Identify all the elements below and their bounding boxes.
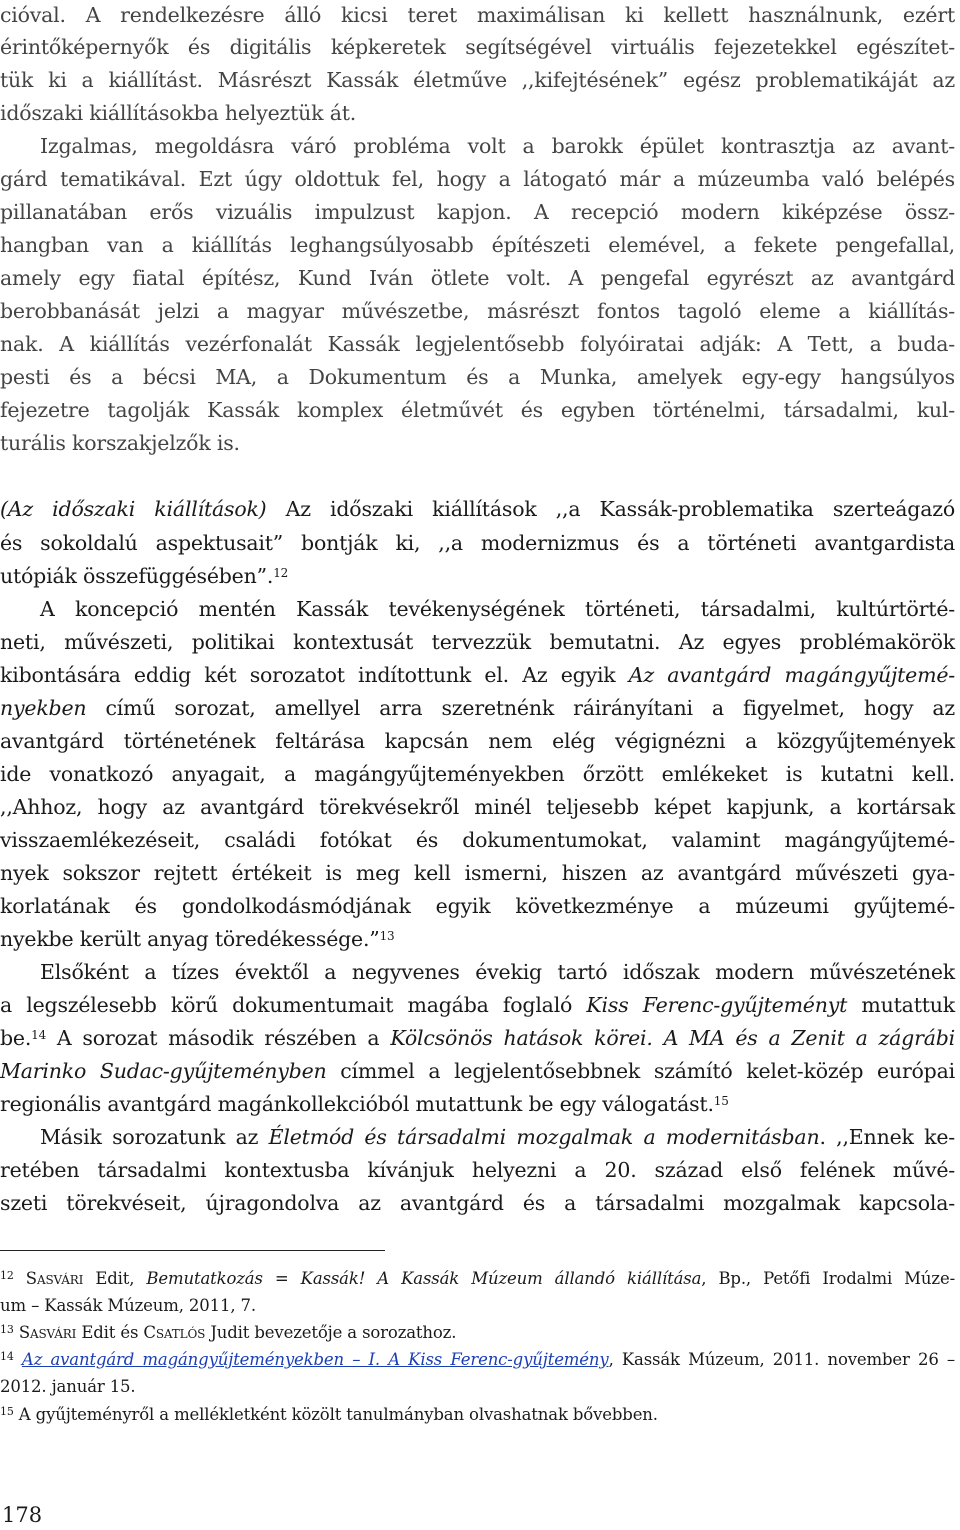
footnote-12-cont: um – Kassák Múzeum, 2011, 7. [0,1296,256,1315]
footnote-divider [0,1250,385,1251]
section-line: és sokoldalú aspektusait” bontják ki, ,,a modernizmus és a történeti avantgardista [0,531,955,555]
body-line: gárd tematikával. Ezt úgy oldottuk fel, hogy a látogató már a múzeumba való belépés [0,167,955,191]
section-line: (Az időszaki kiállítások) Az időszaki kiállítások ,,a Kassák-problematika szerteágazó [0,497,955,521]
section-line: retében társadalmi kontextusba kívánjuk helyezni a 20. század első felének művé- [0,1158,955,1182]
body-line: időszaki kiállításokba helyeztük át. [0,101,357,125]
section-line: Elsőként a tízes évektől a negyvenes évekig tartó időszak modern művészetének [40,960,955,984]
body-line: pillanatában erős vizuális impulzust kapjon. A recepció modern kiképzése össz- [0,200,955,224]
section-line: avantgárd történetének feltárása kapcsán nem elég végignézni a közgyűjtemények [0,729,955,753]
footnote-ref-12[interactable]: 12 [273,566,289,580]
body-line: turális korszakjelzők is. [0,431,240,455]
footnote-14-link[interactable]: Az avantgárd magángyűjteményekben – I. A Kiss Ferenc-gyűjtemény [21,1350,609,1369]
body-line: Izgalmas, megoldásra váró probléma volt a barokk épület kontrasztja az avant- [40,134,955,158]
section-line: neti, művészeti, politikai kontextusát tervezzük bemutatni. Az egyes problémakörök [0,630,955,654]
footnote-13: $^{13}$ Sasvári Edit és Csatlós Judit bevezetője a sorozathoz. [0,1323,457,1342]
body-line: fejezetre tagolják Kassák komplex életművét és egyben történelmi, társadalmi, kul- [0,398,955,422]
body-line: tük ki a kiállítást. Másrészt Kassák életműve ,,kifejtésének” egész problematikáját az [0,68,955,92]
section-line: Marinko Sudac-gyűjteményben címmel a legjelentősebbnek számító kelet-közép európai [0,1059,955,1083]
section-line: nyekben című sorozat, amellyel arra szeretnénk ráirányítani a figyelmet, hogy az [0,696,955,720]
section-line: regionális avantgárd magánkollekcióból mutattunk be egy válogatást.$^{15}$ [0,1092,729,1116]
body-line: érintőképernyők és digitális képkeretek segítségével virtuális fejezetekkel egészítet- [0,35,955,59]
section-line: Másik sorozatunk az Életmód és társadalmi mozgalmak a modernitásban. ,,Ennek ke- [40,1125,955,1149]
section-line: ,,Ahhoz, hogy az avantgárd törekvésekről minél teljesebb képet kapjunk, a kortársak [0,795,955,819]
footnote-15: $^{15}$ A gyűjteményről a mellékletként közölt tanulmányban olvashatnak bővebben. [0,1405,658,1424]
page-number: 178 [2,1503,43,1527]
body-line: amely egy fiatal építész, Kund Iván ötlete volt. A pengefal egyrészt az avantgárd [0,266,955,290]
section-line: A koncepció mentén Kassák tevékenységének történeti, társadalmi, kultúrtörté- [40,597,955,621]
section-line: ide vonatkozó anyagait, a magángyűjteményekben őrzött emlékeket is kutatni kell. [0,762,955,786]
section-line: a legszélesebb körű dokumentumait magába foglaló Kiss Ferenc-gyűjteményt mutattuk [0,993,955,1017]
body-line: pesti és a bécsi MA, a Dokumentum és a Munka, amelyek egy-egy hangsúlyos [0,365,955,389]
section-line: be.$^{14}$ A sorozat második részében a Kölcsönös hatások körei. A MA és a Zenit a zágrábi [0,1026,955,1050]
body-line: nak. A kiállítás vezérfonalát Kassák legjelentősebb folyóiratai adják: A Tett, a buda- [0,332,955,356]
section-line: kibontására eddig két sorozatot indítottunk el. Az egyik Az avantgárd magángyűjtemé- [0,663,955,687]
footnote-ref-13[interactable]: 13 [379,929,395,943]
footnote-ref-15[interactable]: 15 [713,1094,729,1108]
section-heading: (Az időszaki kiállítások) [0,497,267,521]
body-line: cióval. A rendelkezésre álló kicsi teret maximálisan ki kellett használnunk, ezért [0,3,955,27]
footnote-ref-14[interactable]: 14 [31,1028,47,1042]
section-line: nyek sokszor rejtett értékeit is meg kell ismerni, hiszen az avantgárd művészeti gya- [0,861,955,885]
body-line: hangban van a kiállítás leghangsúlyosabb építészeti elemével, a fekete pengefallal, [0,233,955,257]
section-line: utópiák összefüggésében”.$^{12}$ [0,564,289,588]
body-line: berobbanását jelzi a magyar művészetbe, másrészt fontos tagoló eleme a kiállítás- [0,299,955,323]
section-line: korlatának és gondolkodásmódjának egyik következménye a múzeumi gyűjtemé- [0,894,955,918]
section-line: nyekbe került anyag töredékessége.”$^{13}$ [0,927,395,951]
section-line: szeti törekvéseit, újragondolva az avantgárd és a társadalmi mozgalmak kapcsola- [0,1191,955,1215]
footnote-12: $^{12}$ Sasvári Edit, Bemutatkozás = Kassák! A Kassák Múzeum állandó kiállítása, Bp., Petőfi Irodalmi Múze- [0,1269,955,1288]
footnote-14: $^{14}$ Az avantgárd magángyűjteményekben – I. A Kiss Ferenc-gyűjtemény, Kassák Múzeum, 2011. november 26 – [0,1350,955,1369]
section-line: visszaemlékezéseit, családi fotókat és dokumentumokat, valamint magángyűjtemé- [0,828,955,852]
footnote-14-cont: 2012. január 15. [0,1377,136,1396]
